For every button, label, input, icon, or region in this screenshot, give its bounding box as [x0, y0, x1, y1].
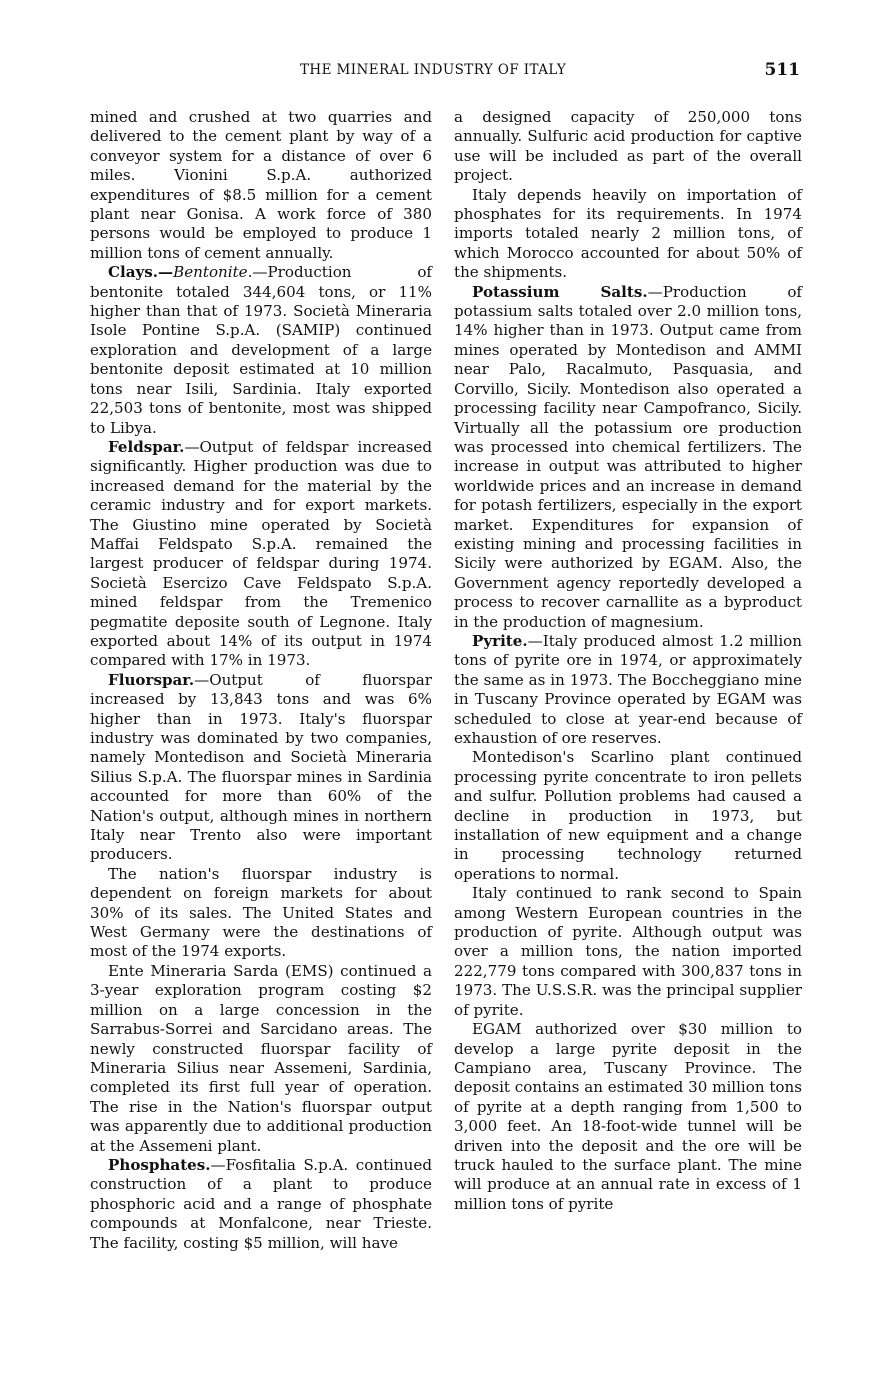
- running-title: THE MINERAL INDUSTRY OF ITALY: [300, 62, 567, 78]
- paragraph-spain: Italy continued to rank second to Spain among Western European countries in the production of pyrite. Although output was over a million tons, the nation imported 222,779 tons compared with 300,837 tons in 1973. The U.S.S.R. was the principal supplier of pyrite.: [454, 884, 802, 1019]
- section-heading-potassium-salts: Potassium Salts.: [472, 282, 648, 301]
- paragraph-phosphates: [90, 1156, 432, 1253]
- paragraph-text: Production of bentonite totaled 344,604 tons, or 11% higher than that of 1973. Società Mineraria Isole Pontine S.p.A. (SAMIP) continued exploration and development of a large bentonite deposit estimated at 10 million tons near Isili, Sardinia. Italy exported 22,503 tons of bentonite, most was shipped to Libya.: [90, 263, 432, 437]
- section-heading-clays: Clays.—: [108, 263, 174, 282]
- paragraph-ems: Ente Mineraria Sarda (EMS) continued a 3-year exploration program costing $2 million on a large concession in the Sarrabus-Sorrei and Sarcidano areas. The newly constructed fluorspar facility of Mineraria Silius near Assemeni, Sardinia, completed its first full year of operation. The rise in the Nation's fluorspar output was apparently due to additional production at the Assemeni plant.: [90, 961, 432, 1155]
- paragraph-feldspar: [90, 438, 432, 671]
- paragraph-text: —Italy produced almost 1.2 million tons of pyrite ore in 1974, or approximately the same as in 1973. The Boccheggiano mine in Tuscany Province operated by EGAM was scheduled to close at year-end because of exhaustion of ore reserves.: [454, 631, 802, 747]
- paragraph-clays: [90, 263, 432, 438]
- paragraph-phosphates-continued: a designed capacity of 250,000 tons annually. Sulfuric acid production for captive use will be included as part of the overall project.: [454, 108, 802, 185]
- paragraph-text: —Production of potassium salts totaled over 2.0 million tons, 14% higher than in 1973. Output came from mines operated by Montedison and AMMI near Palo, Racalmuto, Pasquasia, and Corvillo, Sicily. Montedison also operated a processing facility near Campofranco, Sicily. Virtually all the potassium ore production was processed into chemical fertilizers. The increase in output was attributed to higher worldwide prices and an increase in demand for potash fertilizers, especially in the export market. Expenditures for expansion of existing mining and processing facilities in Sicily were authorized by EGAM. Also, the Government agency reportedly developed a process to recover carnallite as a byproduct in the production of magnesium.: [454, 282, 802, 631]
- subheading-dash: —: [252, 263, 268, 282]
- page-number: 511: [764, 60, 800, 80]
- section-heading-fluorspar: Fluorspar.: [108, 670, 195, 689]
- paragraph-fluorspar: [90, 671, 432, 865]
- paragraph-potassium: [454, 283, 802, 632]
- section-heading-phosphates: Phosphates.: [108, 1155, 211, 1174]
- paragraph-cement-continued: mined and crushed at two quarries and delivered to the cement plant by way of a conveyor system for a distance of over 6 miles. Vionini S.p.A. authorized expenditures of $8.5 million for a cement plant near Gonisa. A work force of 380 persons would be employed to produce 1 million tons of cement annually.: [90, 108, 432, 262]
- paragraph-text: —Output of feldspar increased significantly. Higher production was due to increased demand for the material by the ceramic industry and for export markets. The Giustino mine operated by Società Maffai Feldspato S.p.A. remained the largest producer of feldspar during 1974. Società Esercizo Cave Feldspato S.p.A. mined feldspar from the Tremenico pegmatite deposite south of Legnone. Italy exported about 14% of its output in 1974 compared with 17% in 1973.: [90, 437, 432, 670]
- page-header: [90, 60, 800, 84]
- paragraph-text: —Fosfitalia S.p.A. continued construction of a plant to produce phosphoric acid and a range of phosphate compounds at Monfalcone, near Trieste. The facility, costing $5 million, will have: [90, 1155, 432, 1252]
- section-heading-feldspar: Feldspar.: [108, 437, 185, 456]
- subheading-bentonite: Bentonite.: [173, 263, 253, 282]
- section-heading-pyrite: Pyrite.: [472, 631, 528, 650]
- paragraph-phosphate-imports: Italy depends heavily on importation of phosphates for its requirements. In 1974 imports totaled nearly 2 million tons, of which Morocco accounted for about 50% of the shipments.: [454, 185, 802, 282]
- paragraph-fluorspar-markets: The nation's fluorspar industry is dependent on foreign markets for about 30% of its sales. The United States and West Germany were the destinations of most of the 1974 exports.: [90, 864, 432, 961]
- paragraph-scarlino: Montedison's Scarlino plant continued processing pyrite concentrate to iron pellets and sulfur. Pollution problems had caused a decline in production in 1973, but installation of new equipment and a change in processing technology returned operations to normal.: [454, 748, 802, 883]
- right-column: [454, 108, 802, 1214]
- paragraph-pyrite: [454, 632, 802, 748]
- left-column: [90, 108, 432, 1253]
- paragraph-text: —Output of fluorspar increased by 13,843 tons and was 6% higher than in 1973. Italy's fluorspar industry was dominated by two companies, namely Montedison and Società Mineraria Silius S.p.A. The fluorspar mines in Sardinia accounted for more than 60% of the Nation's output, although mines in northern Italy near Trento also were important producers.: [90, 670, 432, 864]
- paragraph-egam: EGAM authorized over $30 million to develop a large pyrite deposit in the Campiano area, Tuscany Province. The deposit contains an estimated 30 million tons of pyrite at a depth ranging from 1,500 to 3,000 feet. An 18-foot-wide tunnel will be driven into the deposit and the ore will be truck hauled to the surface plant. The mine will produce at an annual rate in excess of 1 million tons of pyrite: [454, 1020, 802, 1213]
